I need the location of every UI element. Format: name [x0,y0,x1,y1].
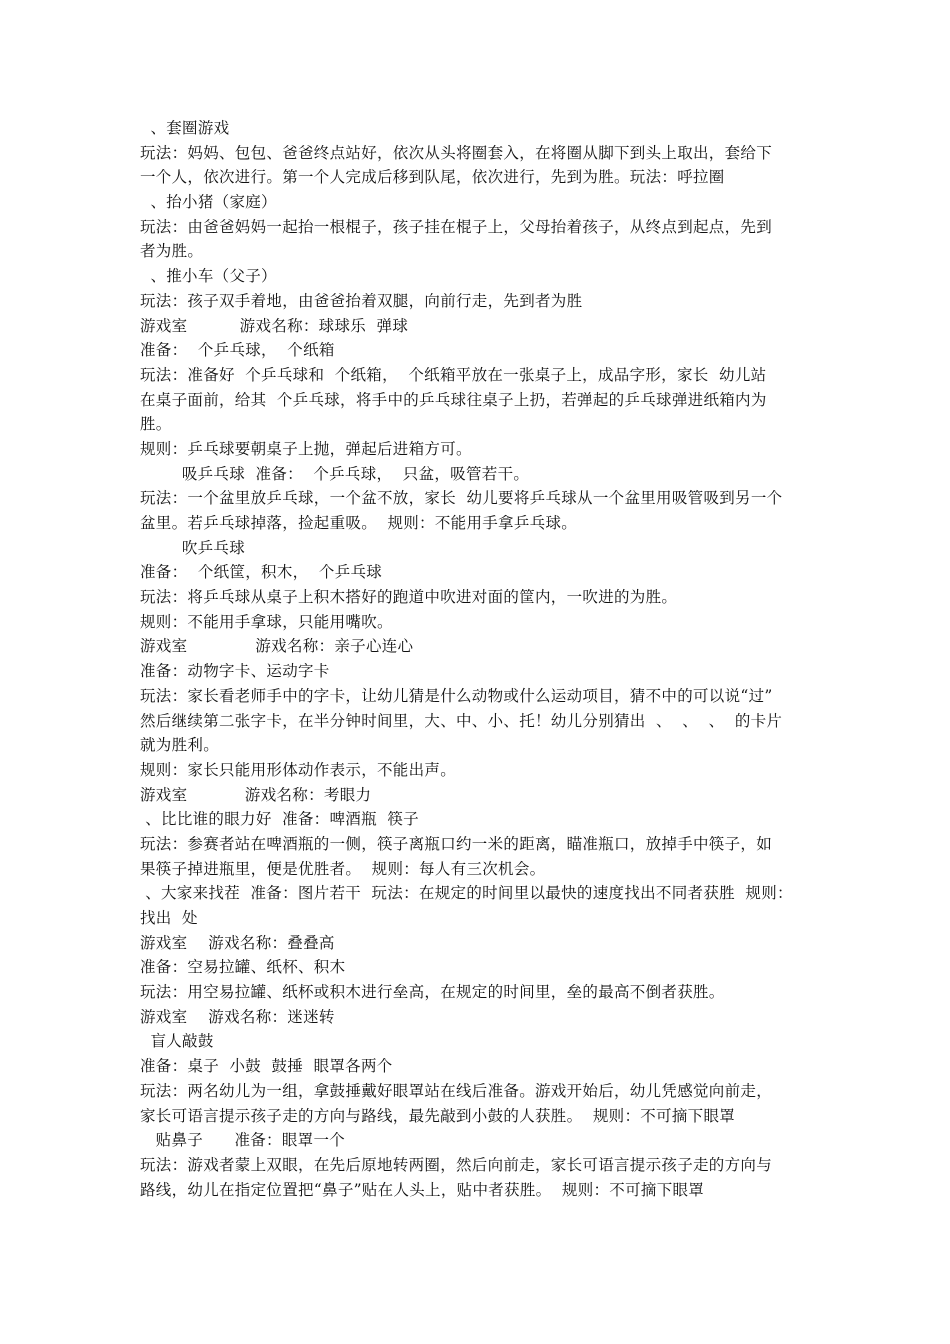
text-line: 准备：桌子 小鼓 鼓捶 眼罩各两个 [140,1057,393,1076]
text-line: 玩法：用空易拉罐、纸杯或积木进行垒高，在规定的时间里，垒的最高不倒者获胜。 [140,983,725,1002]
text-line: 玩法：参赛者站在啤酒瓶的一侧，筷子离瓶口约一米的距离，瞄准瓶口，放掉手中筷子，如 [140,834,773,853]
text-line: 玩法：两名幼儿为一组，拿鼓捶戴好眼罩站在线后准备。游戏开始后，幼儿凭感觉向前走， [140,1081,773,1100]
text-line: 家长可语言提示孩子走的方向与路线，最先敲到小鼓的人获胜。 规则：不可摘下眼罩 [140,1106,736,1125]
text-line: 、抬小猪（家庭） [140,193,277,212]
text-line: 吸乒乓球 准备： 个乒乓球， 只盆，吸管若干。 [140,464,530,483]
text-line: 玩法：一个盆里放乒乓球，一个盆不放，家长 幼儿要将乒乓球从一个盆里用吸管吸到另一个 [140,489,783,508]
text-line: 玩法：妈妈、包包、爸爸终点站好，依次从头将圈套入，在将圈从脚下到头上取出，套给下 [140,143,773,162]
text-line: 玩法：准备好 个乒乓球和 个纸箱， 个纸箱平放在一张桌子上，成品字形，家长 幼儿站 [140,365,767,384]
text-line: 规则：不能用手拿球，只能用嘴吹。 [140,612,393,631]
document-body [140,116,820,1202]
text-line: 准备：空易拉罐、纸杯、积木 [140,958,346,977]
text-line: 果筷子掉进瓶里，便是优胜者。 规则：每人有三次机会。 [140,859,546,878]
text-line: 游戏室 游戏名称：迷迷转 [140,1007,335,1026]
text-line: 游戏室 游戏名称：考眼力 [140,785,372,804]
text-line: 然后继续第二张字卡，在半分钟时间里，大、中、小、托！幼儿分别猜出 、 、 、 的卡片 [140,711,783,730]
text-line: 吹乒乓球 [140,538,246,557]
text-line: 玩法：由爸爸妈妈一起抬一根棍子，孩子挂在棍子上，父母抬着孩子，从终点到起点，先到 [140,217,773,236]
text-line: 、推小车（父子） [140,267,277,286]
text-line: 一个人，依次进行。第一个人完成后移到队尾，依次进行，先到为胜。玩法：呼拉圈 [140,168,725,187]
text-line: 盲人敲鼓 [140,1032,214,1051]
text-line: 盆里。若乒乓球掉落，捡起重吸。 规则：不能用手拿乒乓球。 [140,514,578,532]
text-line: 玩法：家长看老师手中的字卡，让幼儿猜是什么动物或什么运动项目，猜不中的可以说“过” [140,686,773,705]
text-line: 胜。 [140,415,172,434]
text-line: 在桌子面前，给其 个乒乓球，将手中的乒乓球往桌子上扔，若弹起的乒乓球弹进纸箱内为 [140,390,767,409]
text-line: 找出 处 [140,909,198,927]
text-line: 路线，幼儿在指定位置把“鼻子”贴在人头上，贴中者获胜。 规则：不可摘下眼罩 [140,1180,705,1199]
text-line: 规则：家长只能用形体动作表示，不能出声。 [140,760,457,779]
text-line: 准备： 个乒乓球， 个纸箱 [140,341,335,360]
text-line: 游戏室 游戏名称：叠叠高 [140,933,335,952]
text-line: 游戏室 游戏名称：亲子心连心 [140,637,414,656]
text-line: 玩法：将乒乓球从桌子上积木搭好的跑道中吹进对面的筐内，一吹进的为胜。 [140,588,678,607]
text-line: 玩法：游戏者蒙上双眼，在先后原地转两圈，然后向前走，家长可语言提示孩子走的方向与 [140,1155,773,1174]
text-line: 贴鼻子 准备：眼罩一个 [140,1131,346,1150]
text-line: 、比比谁的眼力好 准备：啤酒瓶 筷子 [140,810,419,829]
text-line: 准备： 个纸筐，积木， 个乒乓球 [140,563,383,582]
text-line: 就为胜利。 [140,736,220,755]
text-line: 规则：乒乓球要朝桌子上抛，弹起后进箱方可。 [140,439,472,458]
text-line: 者为胜。 [140,242,204,261]
text-line: 、大家来找茬 准备：图片若干 玩法：在规定的时间里以最快的速度找出不同者获胜 规则： [140,884,793,903]
text-line: 准备：动物字卡、运动字卡 [140,662,330,681]
text-line: 游戏室 游戏名称：球球乐 弹球 [140,316,409,335]
text-line: 、套圈游戏 [140,119,230,137]
text-line: 玩法：孩子双手着地，由爸爸抬着双腿，向前行走，先到者为胜 [140,291,583,310]
